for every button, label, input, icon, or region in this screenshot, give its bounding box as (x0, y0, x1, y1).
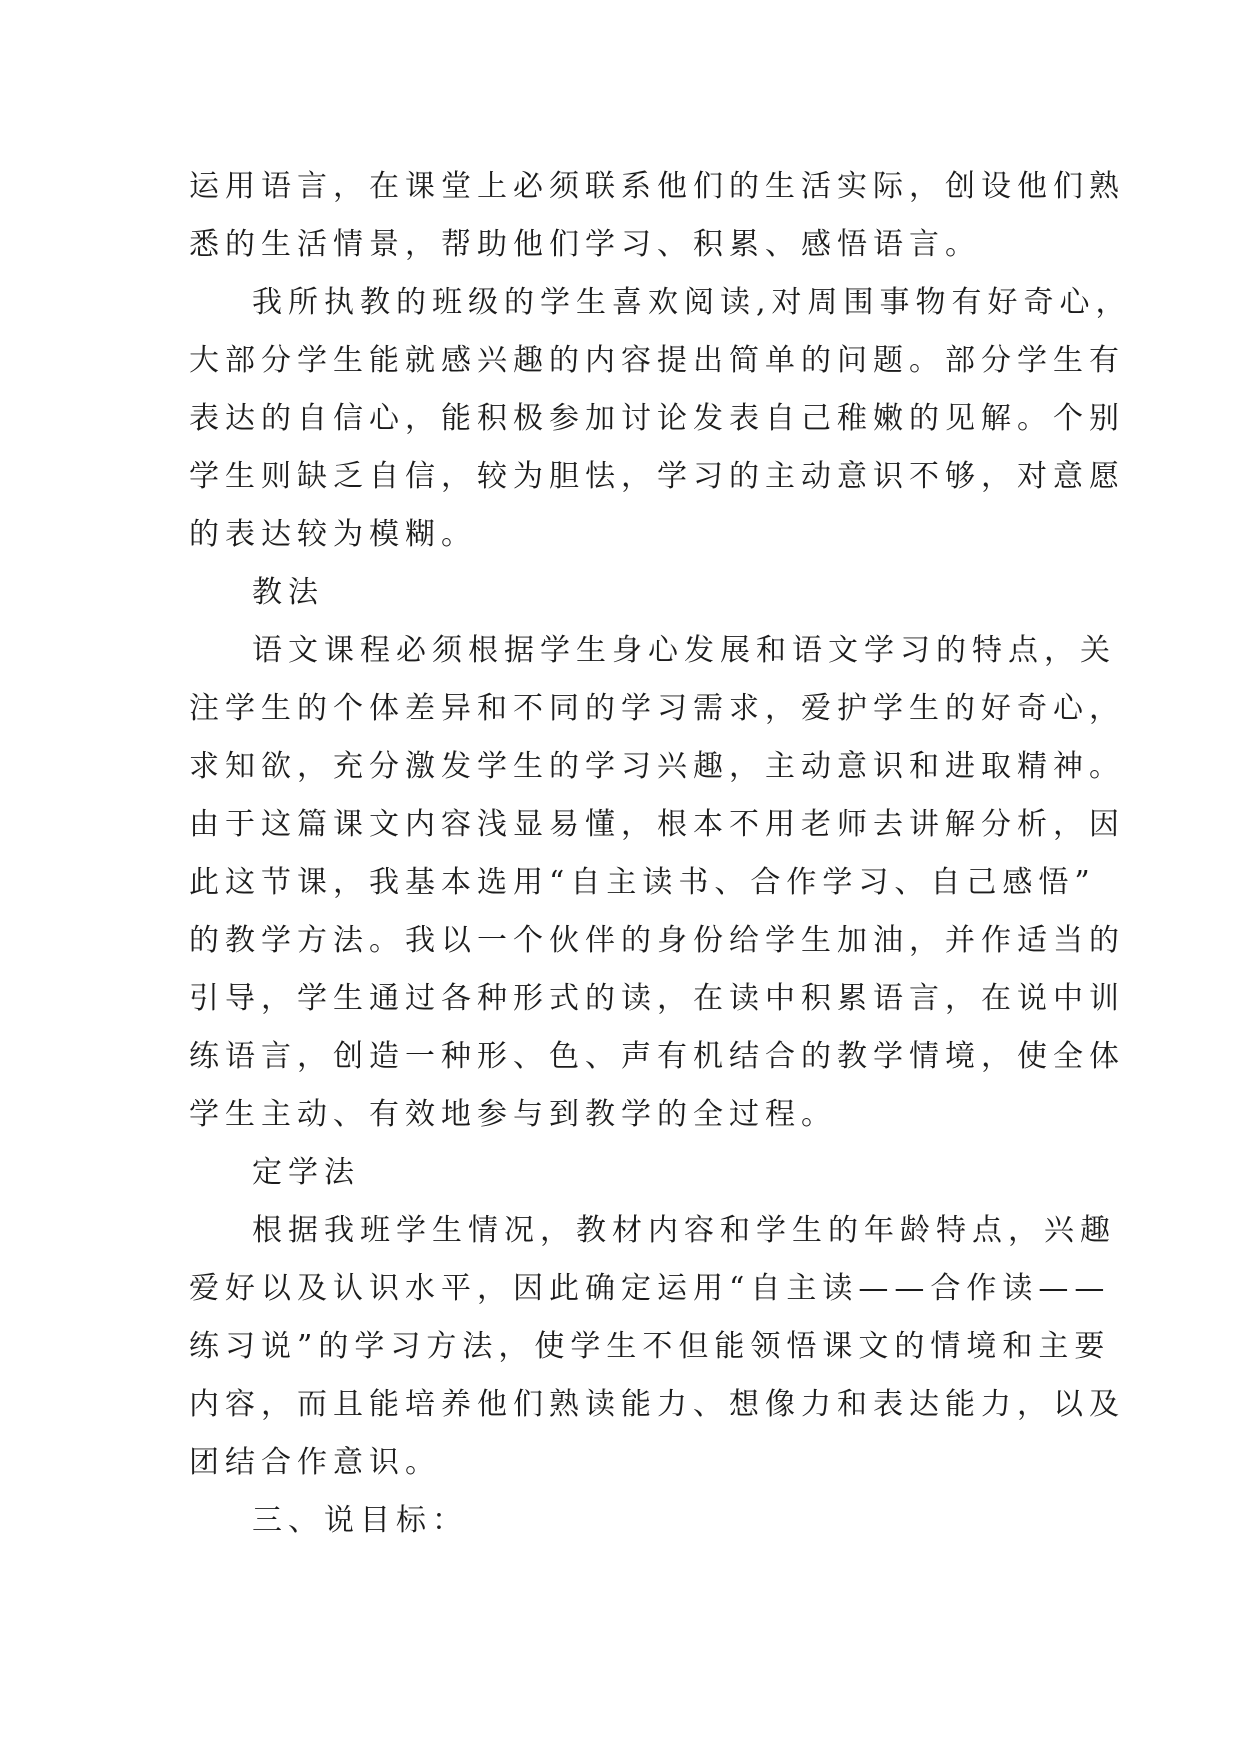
text-line: 注学生的个体差异和不同的学习需求，爱护学生的好奇心， (189, 691, 1125, 726)
text-line: 的表达较为模糊。 (189, 517, 477, 552)
text-line: 练语言，创造一种形、色、声有机结合的教学情境，使全体 (189, 1039, 1125, 1074)
text-line: 爱好以及认识水平，因此确定运用“自主读——合作读—— (189, 1271, 1111, 1306)
text-line: 我所执教的班级的学生喜欢阅读,对周围事物有好奇心， (252, 285, 1132, 320)
text-line: 表达的自信心，能积极参加讨论发表自己稚嫩的见解。个别 (189, 401, 1125, 436)
text-line: 由于这篇课文内容浅显易懂，根本不用老师去讲解分析，因 (189, 807, 1125, 842)
text-line: 语文课程必须根据学生身心发展和语文学习的特点，关 (252, 633, 1116, 668)
text-line: 内容，而且能培养他们熟读能力、想像力和表达能力，以及 (189, 1387, 1125, 1422)
text-line: 求知欲，充分激发学生的学习兴趣，主动意识和进取精神。 (189, 749, 1125, 784)
text-line: 引导，学生通过各种形式的读，在读中积累语言，在说中训 (189, 981, 1125, 1016)
text-line: 团结合作意识。 (189, 1445, 441, 1480)
text-line: 大部分学生能就感兴趣的内容提出简单的问题。部分学生有 (189, 343, 1125, 378)
text-line: 此这节课，我基本选用“自主读书、合作学习、自己感悟” (189, 865, 1096, 900)
text-line: 练习说”的学习方法，使学生不但能领悟课文的情境和主要 (189, 1329, 1111, 1364)
text-line: 三、说目标： (252, 1503, 468, 1538)
text-line: 悉的生活情景，帮助他们学习、积累、感悟语言。 (189, 227, 981, 262)
text-line: 运用语言，在课堂上必须联系他们的生活实际，创设他们熟 (189, 169, 1125, 204)
text-line: 的教学方法。我以一个伙伴的身份给学生加油，并作适当的 (189, 923, 1125, 958)
text-line: 学生则缺乏自信，较为胆怯，学习的主动意识不够，对意愿 (189, 459, 1125, 494)
text-line: 根据我班学生情况，教材内容和学生的年龄特点，兴趣 (252, 1213, 1116, 1248)
document-body (189, 158, 1132, 1550)
text-line: 教法 (252, 575, 324, 610)
text-line: 学生主动、有效地参与到教学的全过程。 (189, 1097, 837, 1132)
text-line: 定学法 (252, 1155, 360, 1190)
